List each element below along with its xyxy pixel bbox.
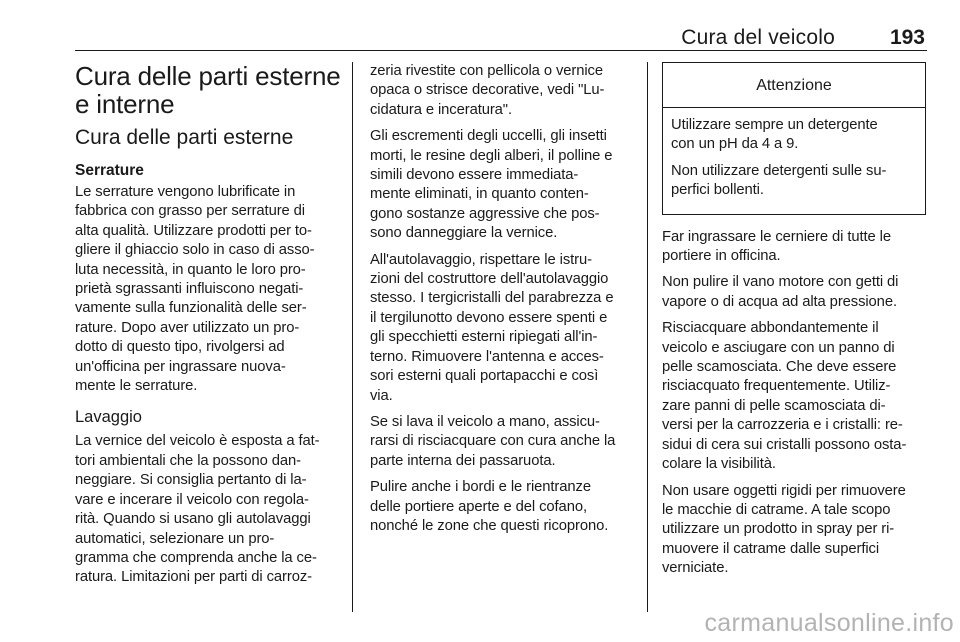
text-line: Le serrature vengono lubrificate in — [75, 184, 296, 200]
text-line: Non utilizzare detergenti sulle su- — [671, 162, 887, 179]
text-line: prietà sgrassanti influiscono negati- — [75, 281, 304, 298]
text-line: simili devono essere immediata- — [370, 167, 579, 184]
text-line: Non usare oggetti rigidi per rimuovere — [662, 482, 906, 499]
chapter-heading-line: Cura delle parti esterne — [75, 61, 341, 91]
section-title: Cura del veicolo — [681, 26, 835, 49]
paragraph-serrature — [75, 183, 343, 396]
text-line: gliere il ghiaccio solo in caso di asso- — [75, 242, 315, 259]
callout-title: Attenzione — [663, 63, 925, 108]
text-line: colare la visibilità. — [662, 456, 776, 473]
text-line: fabbrica con grasso per serrature di — [75, 203, 305, 220]
text-line: alta qualità. Utilizzare prodotti per to- — [75, 222, 312, 239]
text-line: mente eliminati, in quanto conten- — [370, 186, 589, 203]
text-line: le macchie di catrame. A tale scopo — [662, 501, 891, 518]
text-line: Utilizzare sempre un detergente — [671, 117, 878, 133]
text-line: versi per la carrozzeria e i cristalli: re- — [662, 417, 903, 434]
text-line: risciacquato frequentemente. Utiliz- — [662, 378, 891, 395]
text-line: pelle scamosciata. Che deve essere — [662, 359, 897, 376]
text-line: luta necessità, in quanto le loro pro- — [75, 261, 306, 278]
text-line: All'autolavaggio, rispettare le istru- — [370, 251, 592, 268]
paragraph — [662, 319, 930, 474]
text-line: verniciate. — [662, 560, 729, 577]
text-line: neggiare. Si consiglia pertanto di la- — [75, 472, 307, 489]
text-line: sidui di cera sui cristalli possono osta- — [662, 436, 907, 453]
header-divider — [75, 50, 927, 51]
text-line: il tergilunotto devono essere spenti e — [370, 309, 608, 326]
text-line: sono danneggiare la vernice. — [370, 225, 558, 242]
text-line: utilizzare un prodotto in spray per ri- — [662, 521, 895, 538]
text-line: rature. Dopo aver utilizzato un pro- — [75, 319, 300, 336]
text-line: zioni del costruttore dell'autolavaggio — [370, 271, 609, 288]
text-line: cidatura e inceratura". — [370, 101, 512, 118]
text-line: morti, le resine degli alberi, il polline e — [370, 147, 613, 164]
callout-paragraph — [671, 116, 917, 155]
text-line: Far ingrassare le cerniere di tutte le — [662, 228, 891, 245]
column-divider-2 — [647, 62, 648, 612]
watermark-text: carmanualsonline.info — [704, 609, 954, 637]
text-line: terno. Rimuovere l'antenna e acces- — [370, 348, 604, 365]
text-line: via. — [370, 387, 393, 404]
warning-callout — [662, 62, 926, 215]
text-line: Gli escrementi degli uccelli, gli insetti — [370, 128, 607, 145]
text-line: stesso. I tergicristalli del parabrezza e — [370, 290, 614, 307]
text-line: Se si lava il veicolo a mano, assicu- — [370, 413, 600, 430]
paragraph-lavaggio — [75, 432, 343, 587]
subsection-heading-serrature: Serrature — [75, 162, 144, 179]
subsection-heading-lavaggio: Lavaggio — [75, 408, 142, 427]
text-line: ratura. Limitazioni per parti di carroz- — [75, 569, 312, 586]
text-line: vare e incerare il veicolo con regola- — [75, 491, 309, 508]
text-line: vamente sulla funzionalità delle ser- — [75, 300, 307, 317]
text-line: zare panni di pelle scamosciata di- — [662, 397, 886, 414]
paragraph — [370, 127, 635, 243]
text-line: tori ambientali che la possono dan- — [75, 452, 301, 469]
text-line: Pulire anche i bordi e le rientranze — [370, 479, 591, 496]
paragraph — [662, 228, 930, 267]
text-line: nonché le zone che questi ricoprono. — [370, 517, 609, 534]
text-line: gramma che comprenda anche la ce- — [75, 549, 317, 566]
text-line: gli specchietti esterni ripiegati all'in- — [370, 329, 598, 346]
paragraph — [370, 251, 635, 406]
section-heading: Cura delle parti esterne — [75, 126, 294, 149]
text-line: rarsi di risciacquare con cura anche la — [370, 433, 616, 450]
text-line: portiere in officina. — [662, 248, 781, 265]
page-number: 193 — [889, 26, 925, 49]
text-line: mente le serrature. — [75, 378, 198, 395]
text-line: rità. Quando si usano gli autolavaggi — [75, 511, 311, 528]
paragraph — [370, 478, 635, 536]
callout-paragraph — [671, 162, 917, 201]
text-line: con un pH da 4 a 9. — [671, 136, 799, 153]
text-line: automatici, selezionare un pro- — [75, 530, 275, 547]
paragraph — [370, 413, 635, 471]
paragraph — [370, 62, 635, 120]
chapter-heading — [75, 62, 343, 118]
column-divider-1 — [352, 62, 353, 612]
text-line: zeria rivestite con pellicola o vernice — [370, 63, 603, 79]
text-line: opaca o strisce decorative, vedi "Lu- — [370, 82, 605, 99]
callout-body — [663, 108, 925, 214]
text-line: dotto di questo tipo, rivolgersi ad — [75, 339, 285, 356]
paragraph — [662, 482, 930, 579]
text-line: delle portiere aperte e del cofano, — [370, 498, 587, 515]
text-line: gono sostanze aggressive che pos- — [370, 205, 600, 222]
text-line: perfici bollenti. — [671, 182, 764, 199]
column-3 — [662, 62, 930, 586]
text-line: sori esterni quali portapacchi e così — [370, 368, 599, 385]
chapter-heading-line: e interne — [75, 89, 175, 119]
text-line: un'officina per ingrassare nuova- — [75, 358, 286, 375]
page-header — [75, 26, 927, 50]
paragraph — [662, 273, 930, 312]
text-line: veicolo e asciugare con un panno di — [662, 339, 895, 356]
text-line: vapore o di acqua ad alta pressione. — [662, 293, 897, 310]
text-line: parte interna dei passaruota. — [370, 452, 556, 469]
column-2 — [370, 62, 635, 543]
text-line: La vernice del veicolo è esposta a fat- — [75, 433, 320, 450]
column-1 — [75, 62, 343, 595]
text-line: muovere il catrame dalle superfici — [662, 540, 880, 557]
text-line: Risciacquare abbondantemente il — [662, 320, 879, 337]
text-line: Non pulire il vano motore con getti di — [662, 274, 899, 291]
